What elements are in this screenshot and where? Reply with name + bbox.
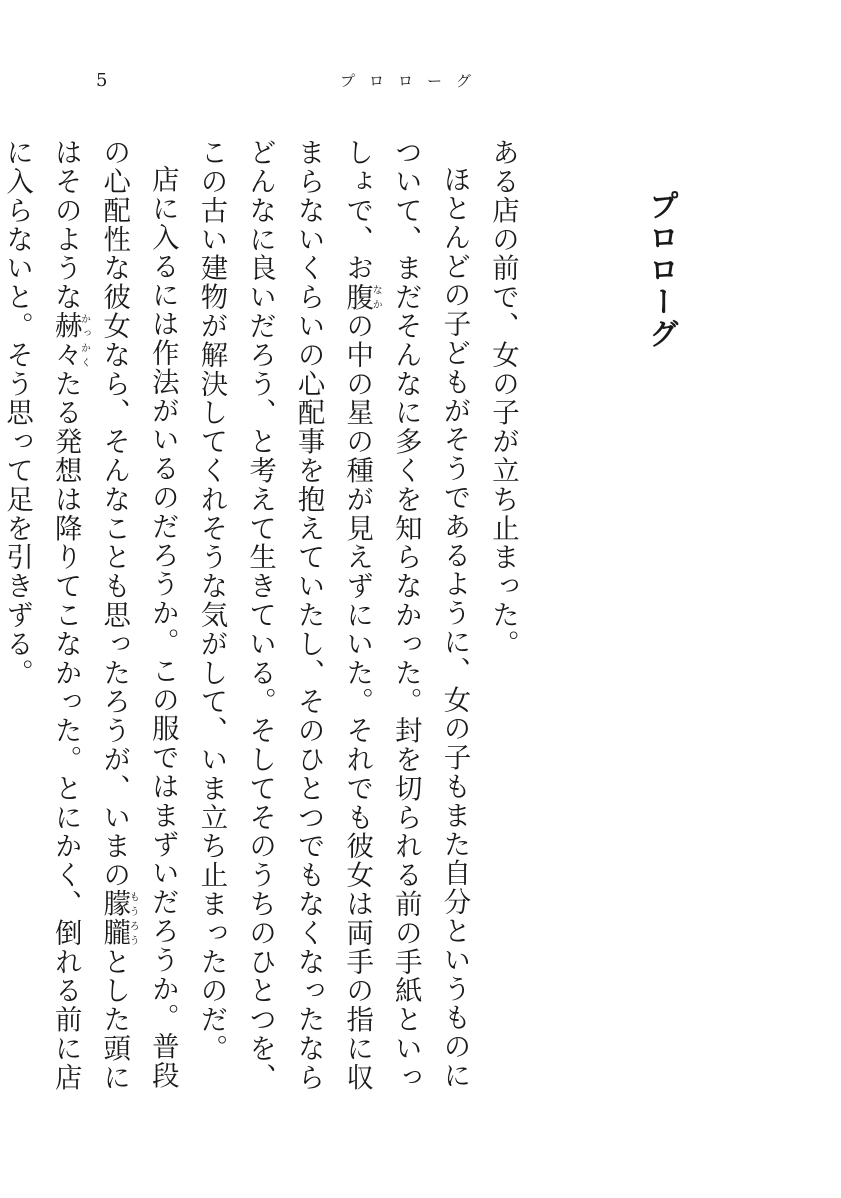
chapter-title: プロローグ bbox=[643, 190, 678, 350]
ruby-reading: もうろう bbox=[127, 889, 139, 948]
text-run: ある店の前で、女の子が立ち止まった。 bbox=[487, 138, 518, 659]
ruby-annotation bbox=[49, 311, 90, 370]
ruby-reading: なか bbox=[370, 282, 382, 312]
ruby-annotation bbox=[98, 889, 139, 948]
text-run: 店に入るには作法がいるのだろうか。この服ではまずいだろうか。普段の心配性な彼女なら、そんなことも思ったろうが、いまの bbox=[98, 138, 178, 1091]
text-run: たる発想は降りてこなかった。とにかく、倒れる前に店に入らないと。そう思って足を引きずる。 bbox=[1, 138, 81, 1092]
running-head: プロローグ bbox=[340, 72, 486, 90]
text-run: とした頭にはそのような bbox=[49, 138, 130, 1092]
ruby-base: 朦朧 bbox=[98, 889, 130, 948]
ruby-base: 赫々 bbox=[49, 311, 81, 370]
paragraph-2 bbox=[186, 138, 478, 1098]
ruby-reading: かっかく bbox=[78, 311, 90, 370]
ruby-base: 腹 bbox=[341, 282, 373, 312]
ruby-annotation bbox=[341, 282, 382, 312]
text-run: ほとんどの子どもがそうであるように、女の子もまた自分というものについて、まだそんなに多くを知らなかった。封を切られる前の手紙といっしょで、お bbox=[341, 138, 470, 1092]
paragraph-1 bbox=[477, 138, 526, 1098]
page-number: 5 bbox=[96, 70, 108, 91]
text-run: の中の星の種が見えずにいた。それでも彼女は両手の指に収まらないくらいの心配事を抱えていたし、そのひとつでもなくなったならどんなに良いだろう、と考えて生きている。そしてそのうちのひとつを、この古い建物が解決してくれそうな気がして、いま立ち止まったのだ。 bbox=[195, 138, 373, 1092]
paragraph-3 bbox=[0, 138, 186, 1098]
body-text bbox=[1, 138, 526, 1098]
